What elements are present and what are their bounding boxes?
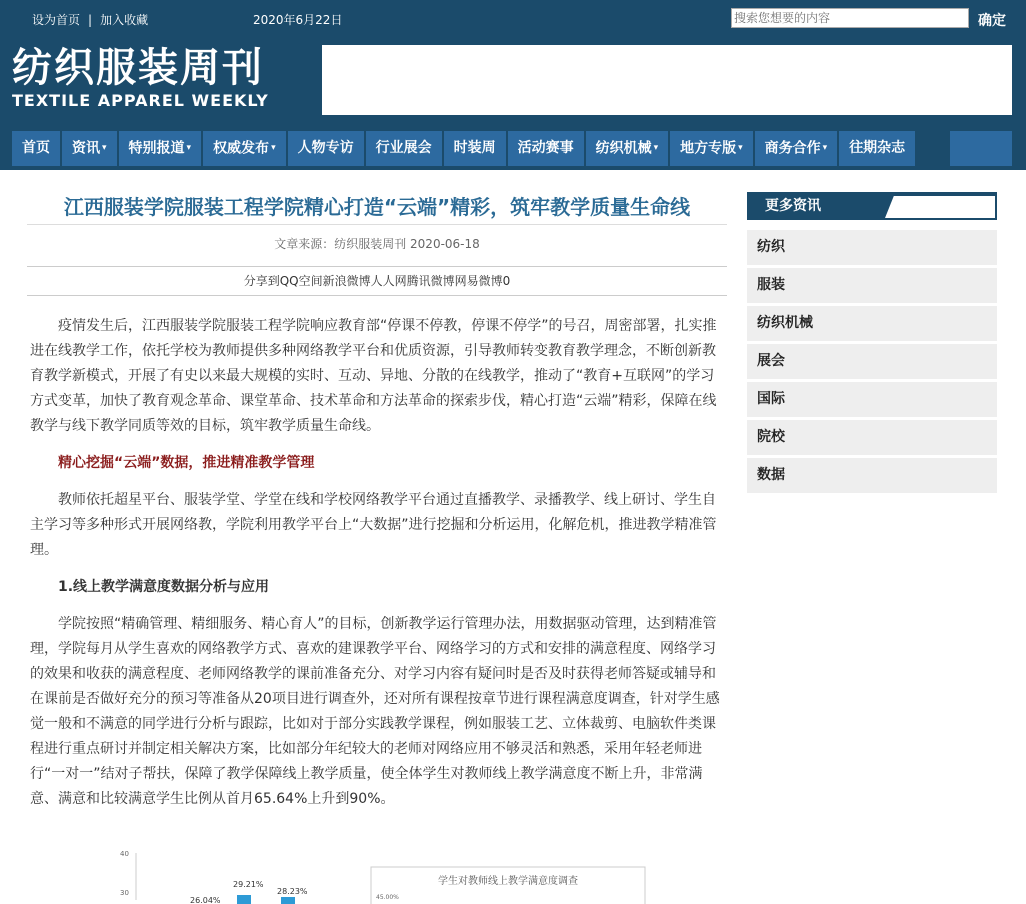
nav-label: 地方专版 bbox=[680, 140, 737, 157]
nav-label: 首页 bbox=[22, 140, 50, 156]
site-logo[interactable] bbox=[12, 44, 308, 116]
banner-ad bbox=[322, 45, 1012, 115]
search-input[interactable] bbox=[731, 8, 969, 28]
set-homepage-link[interactable]: 设为首页 bbox=[32, 13, 81, 27]
nav-item-regional[interactable] bbox=[670, 131, 755, 166]
nav-label: 活动赛事 bbox=[517, 140, 574, 156]
nav-item-business[interactable] bbox=[755, 131, 840, 166]
sidebar-item-textile[interactable]: 纺织 bbox=[747, 230, 997, 265]
link-separator: | bbox=[88, 13, 93, 27]
nav-item-past-issues[interactable] bbox=[839, 131, 917, 166]
nav-label: 人物专访 bbox=[297, 140, 354, 156]
article-title: 江西服装学院服装工程学院精心打造“云端”精彩，筑牢教学质量生命线 bbox=[63, 195, 691, 219]
bar-data-label: 29.21% bbox=[233, 880, 264, 889]
section-heading: 精心挖掘“云端”数据，推进精准教学管理 bbox=[58, 455, 315, 471]
caret-down-icon: ▾ bbox=[186, 143, 192, 153]
caret-down-icon: ▾ bbox=[271, 143, 276, 153]
sidebar-item-exhibitions[interactable]: 展会 bbox=[747, 344, 997, 379]
caret-down-icon: ▾ bbox=[102, 143, 107, 153]
line-chart-title: 学生对教师线上教学满意度调查 bbox=[438, 876, 578, 887]
nav-label: 特别报道 bbox=[128, 140, 185, 157]
share-bar[interactable]: 分享到QQ空间新浪微博人人网腾讯微博网易微博0 bbox=[27, 266, 727, 296]
current-date: 2020年6月22日 bbox=[253, 13, 343, 27]
nav-label: 资讯 bbox=[72, 140, 100, 157]
main-nav bbox=[12, 131, 917, 166]
paragraph: 学院按照“精确管理、精细服务、精心育人”的目标，创新教学运行管理办法，用数据驱动管理，达到精准管理，学院每月从学生喜欢的网络教学方式、喜欢的建课教学平台、网络学习的方式和安排的满意程度、网络学习的效果和收获的满意程度、老师网络教学的课前准备充分、对学习内容有疑问时是否及时获得老师答疑或辅导和在课前是否做好充分的预习等准备从20项目进行调查外，还对所有课程按章节进行课程满意度调查，针对学生感觉一般和不满意的同学进行分析与跟踪，比如对于部分实践教学课程，例如服装工艺、立体裁剪、电脑软件类课程进行重点研讨并制定相关解决方案，比如部分年纪较大的老师对网络应用不够灵活和熟悉，采用年轻老师进行“一对一”结对子帮扶，保障了教学保障线上教学质量，使全体学生对教师线上教学满意度不断上升，非常满意、满意和比较满意学生比例从首月65.64%上升到90%。 bbox=[30, 616, 720, 807]
sidebar-item-schools[interactable]: 院校 bbox=[747, 420, 997, 455]
caret-down-icon: ▾ bbox=[738, 143, 743, 153]
article bbox=[27, 186, 727, 824]
utility-links bbox=[32, 11, 148, 28]
article-meta: 文章来源：纺织服装周刊 2020-06-18 bbox=[274, 237, 480, 251]
nav-label: 商务合作 bbox=[764, 140, 821, 157]
nav-item-official-release[interactable] bbox=[203, 131, 288, 166]
bar-data-label: 28.23% bbox=[277, 887, 308, 896]
sidebar-item-international[interactable]: 国际 bbox=[747, 382, 997, 417]
charts-svg bbox=[110, 843, 670, 904]
sidebar-title: 更多资讯 bbox=[765, 198, 821, 214]
add-favorite-link[interactable]: 加入收藏 bbox=[100, 13, 149, 27]
logo-chinese: 纺织服装周刊 bbox=[12, 45, 264, 91]
paragraph: 疫情发生后，江西服装学院服装工程学院响应教育部“停课不停教，停课不停学”的号召，周密部署，扎实推进在线教学工作，依托学校为教师提供多种网络教学平台和优质资源，引导教师转变教育教学理念，不断创新教育教学新模式，开展了有史以来最大规模的实时、互动、异地、分散的在线教学，推动了“教育+互联网”的学习方式变革，加快了教育观念革命、课堂革命、技术革命和方法革命的探索步伐，精心打造“云端”精彩，保障在线教学与线下教学同质等效的目标，筑牢教学质量生命线。 bbox=[30, 318, 717, 434]
nav-item-interviews[interactable] bbox=[288, 131, 366, 166]
nav-item-home[interactable] bbox=[12, 131, 62, 166]
bar bbox=[281, 897, 295, 904]
caret-down-icon: ▾ bbox=[822, 143, 828, 153]
article-body bbox=[27, 314, 727, 812]
chart-image bbox=[110, 843, 670, 904]
nav-item-special-report[interactable] bbox=[119, 131, 204, 166]
sidebar-item-textile-machinery[interactable]: 纺织机械 bbox=[747, 306, 997, 341]
sidebar bbox=[747, 192, 997, 496]
nav-label: 行业展会 bbox=[375, 140, 432, 156]
paragraph: 教师依托超星平台、服装学堂、学堂在线和学校网络教学平台通过直播教学、录播教学、线上研讨、学生自主学习等多种形式开展网络教，学院利用教学平台上“大数据”进行挖掘和分析运用，化解危机，推进教学精准管理。 bbox=[30, 492, 717, 558]
nav-label: 权威发布 bbox=[213, 140, 270, 157]
nav-item-exhibitions[interactable] bbox=[366, 131, 444, 166]
title-divider bbox=[27, 224, 727, 225]
y-tick-label: 40 bbox=[120, 850, 129, 858]
logo-english: TEXTILE APPAREL WEEKLY bbox=[12, 91, 269, 110]
nav-label: 往期杂志 bbox=[849, 140, 906, 156]
sidebar-header bbox=[747, 192, 997, 220]
y-tick-label: 45.00% bbox=[376, 894, 399, 901]
nav-item-news[interactable] bbox=[62, 131, 119, 166]
bar-data-label: 26.04% bbox=[190, 896, 221, 904]
sidebar-item-apparel[interactable]: 服装 bbox=[747, 268, 997, 303]
nav-label: 时装周 bbox=[453, 140, 496, 156]
y-tick-label: 30 bbox=[120, 889, 129, 897]
subsection-heading: 1.线上教学满意度数据分析与应用 bbox=[58, 579, 270, 595]
nav-filler bbox=[950, 131, 1012, 166]
nav-item-events[interactable] bbox=[508, 131, 586, 166]
utility-bar bbox=[0, 0, 1026, 36]
sidebar-header-decoration bbox=[885, 196, 995, 218]
nav-item-textile-machinery[interactable] bbox=[586, 131, 671, 166]
site-header bbox=[0, 0, 1026, 170]
sidebar-item-data[interactable]: 数据 bbox=[747, 458, 997, 493]
sidebar-list bbox=[747, 230, 997, 493]
nav-label: 纺织机械 bbox=[595, 140, 652, 157]
caret-down-icon: ▾ bbox=[653, 143, 659, 153]
nav-item-fashion-week[interactable] bbox=[444, 131, 508, 166]
bar bbox=[237, 895, 251, 904]
search-button[interactable]: 确定 bbox=[978, 13, 1006, 29]
